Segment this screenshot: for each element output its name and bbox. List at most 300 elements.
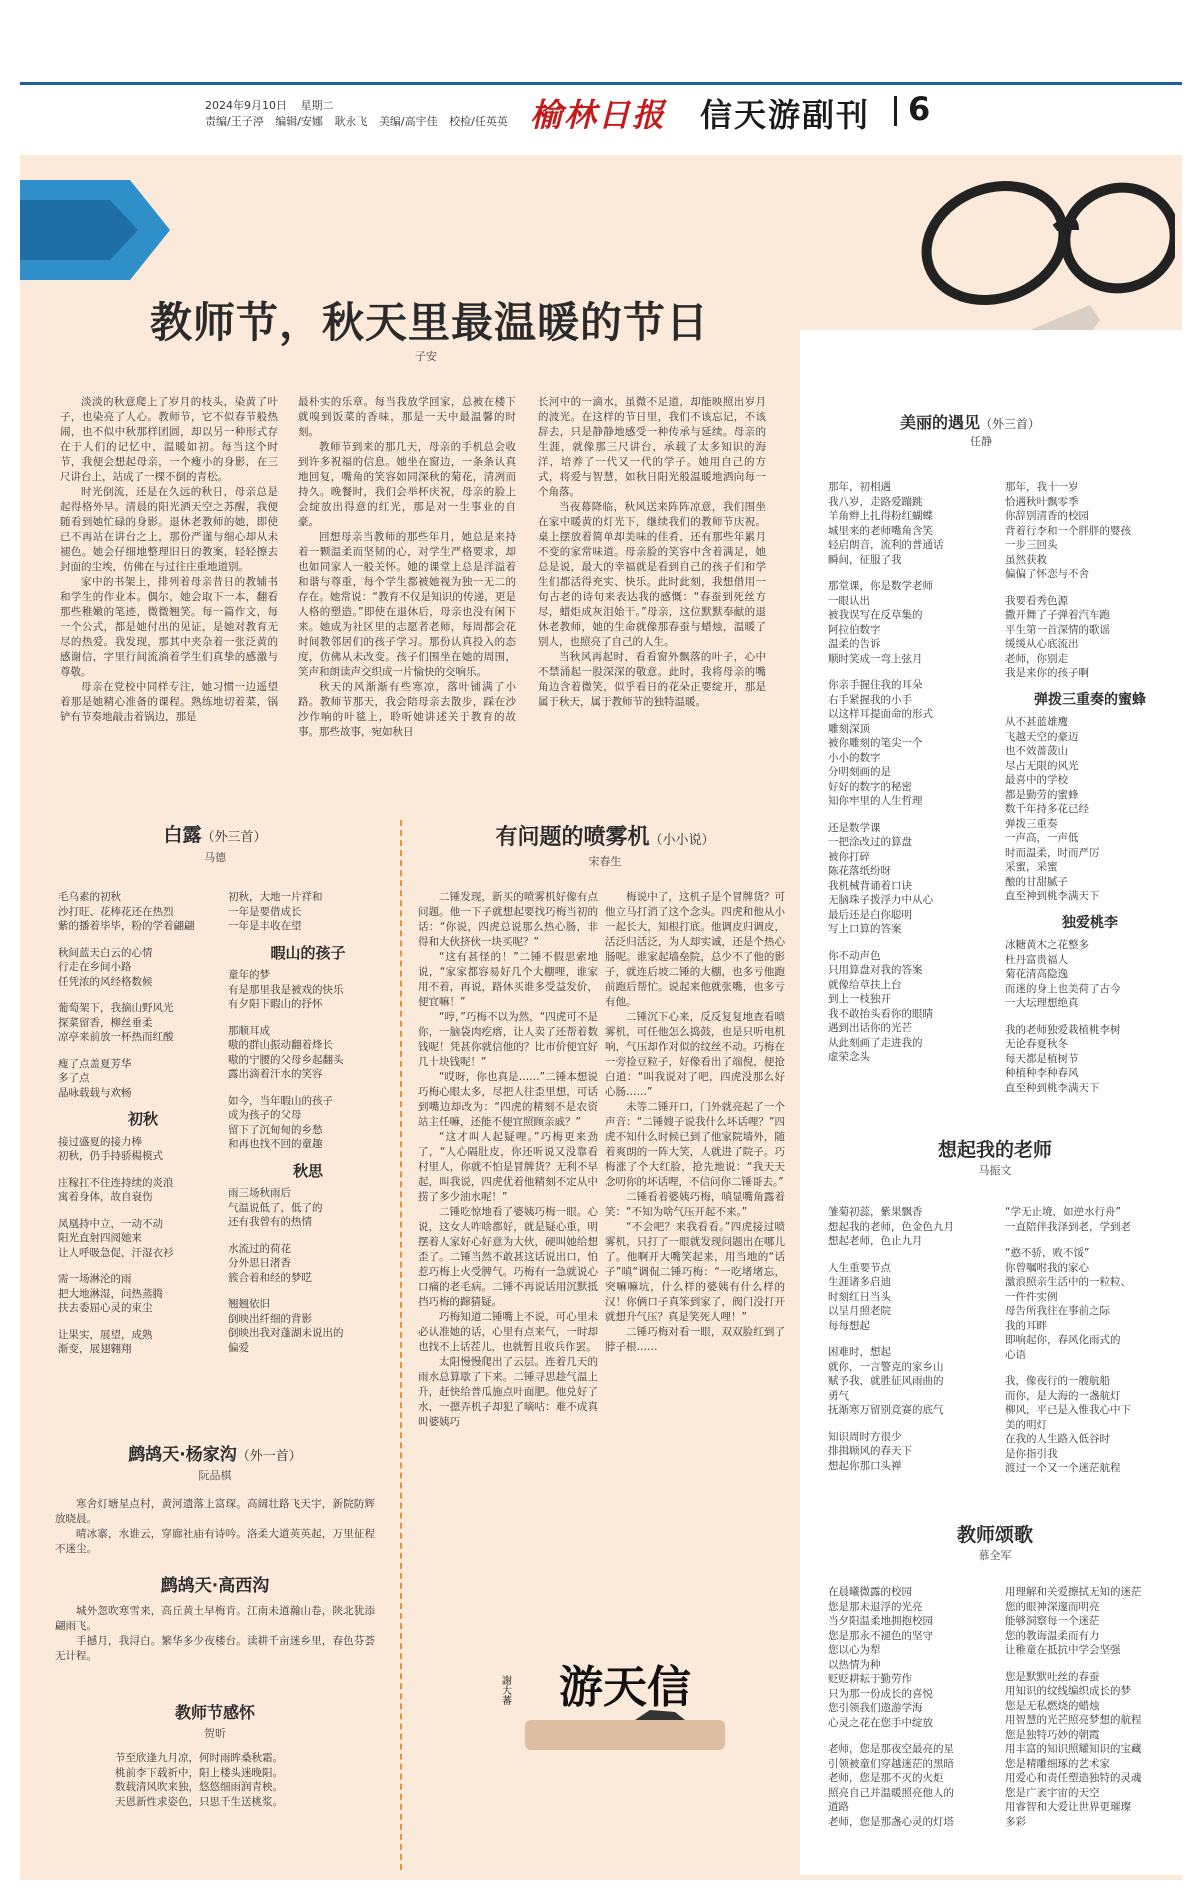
verse-line: 无脑珠子拨浮力中从心 — [828, 894, 933, 906]
stanza — [1005, 715, 1175, 904]
verse-line: 尽占无限的风光 — [1005, 759, 1079, 772]
verse-line: 您是那永不褪色的坚守 — [828, 1629, 933, 1642]
verse-line: 老师，您是那不灭的火炬 — [828, 1772, 944, 1784]
stanza — [828, 678, 1003, 809]
spray-column-2 — [605, 890, 785, 1355]
partridge-title-2: 鹧鸪天·高西沟 — [160, 1576, 270, 1596]
verse-line: “学无止境，如逆水行舟” — [1005, 1206, 1121, 1218]
verse-line: 那堂课，你是数学老师 — [828, 580, 933, 592]
bailu-left-column — [58, 890, 228, 1369]
hero-column-1 — [60, 395, 278, 725]
verse-line: 平生第一首深情的歌谣 — [1005, 623, 1110, 636]
hero-title: 教师节，秋天里最温暖的节日 — [150, 298, 710, 347]
body-paragraph: “这才叫人起疑哩。”巧梅更来劲了，“人心隔肚皮，你还听说又没靠看村里人，你就不怕是冒牌货？无利不早起，叫我说，四虎优着他精刻不定从中捞了多少油水呢！” — [418, 1131, 598, 1203]
spray-section — [420, 820, 790, 869]
stanza — [1005, 480, 1175, 582]
body-paragraph: “哎呀，你也真是……”二锤本想说巧梅心眼太多，尽把人往歪里想，可话到嘴边却改为：“四虎的精刻不是农资站主任嘛，还能不便宜照顾亲戚？” — [418, 1071, 598, 1128]
stanza — [828, 821, 1003, 937]
stanza — [58, 1001, 228, 1045]
verse-line: 直至种到桃李满天下 — [1005, 1081, 1100, 1094]
stanza — [228, 968, 388, 1012]
body-paragraph: 二锤巧梅对看一眼，双双脸红到了脖子根…… — [605, 1326, 785, 1353]
verse-line: 您是无私燃烧的蜡烛 — [1005, 1699, 1100, 1712]
verse-line: 在我的人生路入低谷时 — [1005, 1433, 1110, 1445]
bailu-title: 白露（外三首） — [163, 824, 267, 846]
verse-line: 杜丹富贵福人 — [1005, 953, 1068, 966]
masthead-meta — [205, 97, 344, 113]
verse-line: 遇到出话你的光芒 — [828, 1022, 912, 1034]
verse-line: 虚荣念头 — [828, 1051, 870, 1063]
xintianyou-seal — [485, 1640, 765, 1760]
section-title: 信天游副刊 — [700, 96, 871, 134]
feelings-line: 数载清风吹来独，悠悠细雨润青秧。 — [115, 1781, 283, 1793]
editor-credits — [205, 113, 508, 129]
verse-line: 水流过的荷花 — [228, 1242, 291, 1255]
verse-line: 即响起你，春风化雨式的 — [1005, 1334, 1121, 1346]
bailu-author: 马德 — [204, 851, 226, 864]
verse-line: 无论春夏秋冬 — [1005, 1038, 1068, 1050]
stanza — [58, 1217, 228, 1261]
spray-title: 有问题的喷雾机（小小说） — [495, 825, 715, 850]
edition-date: 2024年9月10日 — [205, 99, 287, 112]
stanza — [1005, 938, 1175, 1011]
verse-line: 偏偏了怀恋与不舍 — [1005, 568, 1089, 580]
verse-line: 一声高，一声低 — [1005, 832, 1079, 844]
verse-line: 露出滴着汗水的笑容 — [228, 1068, 323, 1080]
verse-line: 心灵之花在您手中绽放 — [828, 1716, 933, 1729]
verse-line: 用丰富的知识照耀知识的宝藏 — [1005, 1743, 1142, 1755]
verse-line: 有夕阳下暇山的抒怀 — [228, 998, 323, 1010]
verse-line: 我不敢抬头看你的眼睛 — [828, 1007, 933, 1020]
meet-section — [820, 410, 1170, 449]
verse-line: 您是广袤宇宙的天空 — [1005, 1786, 1100, 1799]
bailu-right-column — [228, 890, 388, 1367]
verse-line: 一步三回头 — [1005, 539, 1058, 551]
feelings-section — [40, 1700, 390, 1809]
partridge-line: 手撼月，我浔白。繁华多少夜楼台。读耕千亩迷乡里，春色芬荟无计程。 — [55, 1635, 375, 1662]
stanza — [828, 1585, 1003, 1730]
verse-line: 心语 — [1005, 1348, 1026, 1361]
body-paragraph: 二锤吃惊地看了婆姨巧梅一眼。心说，这女人咋啥都好，就是疑心重，明摆着人家好心好意为大伙，硬叫她给想歪了。二锤当然不敢甚这话说出口，怕惹巧梅上火受脾气。巧梅有一急就说心口痛的老毛病。二锤不再说话用沉默抵挡巧梅的蹿猜疑。 — [418, 1206, 598, 1308]
verse-line: 需一场淋沦的雨 — [58, 1273, 132, 1285]
verse-line: 探菜留香，柳丝垂柔 — [58, 1016, 153, 1029]
stanza — [828, 949, 1003, 1065]
verse-line: 在晨曦微露的校园 — [828, 1586, 912, 1598]
verse-line: 您引领我们遨游学海 — [828, 1702, 923, 1714]
verse-line: 被我误写在反草集的 — [828, 609, 923, 621]
verse-line: 您以心为犁 — [828, 1644, 881, 1656]
stanza — [828, 1205, 1003, 1249]
stanza — [1005, 1246, 1175, 1362]
verse-line: 能够洞察每一个迷茫 — [1005, 1615, 1100, 1627]
verse-line: 晶咏载载与欢畅 — [58, 1086, 132, 1099]
verse-line: 你亲手握住我的耳朵 — [828, 679, 923, 691]
verse-line: 酿的甘甜腻子 — [1005, 875, 1068, 888]
verse-line: 倒映出纤细的背影 — [228, 1312, 312, 1325]
hero-paragraph: 长河中的一滴水，虽微不足道，却能映照出岁月的波光。在这样的节日里，我们不该忘记，不该辞去，只是静静地感受一种传承与延续。母亲的生涯，就像那三尺讲台，承载了太多知识的海洋，培养了一代又一代的学子。她用自己的方式，将爱与智慧，如秋日阳光般温暖地洒向每一个角落。 — [538, 396, 766, 498]
hero-paragraph: 秋天的风渐渐有些寒凉，落叶铺满了小路。教师节那天，我会陪母亲去散步，踩在沙沙作响的叶毯上，聆听她讲述关于教育的故事。那些故事，宛如秋日 — [298, 681, 516, 738]
stanza — [828, 1430, 1003, 1474]
verse-line: 簇合着和经的梦呓 — [228, 1271, 312, 1284]
verse-line: 一直陪伴我泽到老，学到老 — [1005, 1220, 1131, 1233]
stanza — [58, 1135, 228, 1164]
editor-credit: 美编/高宇佳 — [378, 115, 438, 128]
verse-line: 时刻红日当头 — [828, 1290, 891, 1303]
verse-line: 被你打碎 — [828, 850, 870, 863]
verse-line: 每天都是植树节 — [1005, 1052, 1079, 1065]
stanza — [1005, 594, 1175, 681]
stanza — [1005, 1585, 1175, 1658]
verse-line: 您的眼神深邃而明亮 — [1005, 1600, 1100, 1613]
verse-line: 最喜中的学校 — [1005, 774, 1068, 786]
verse-line: 紫的播着毕毕，粉的学着翩翩 — [58, 920, 195, 932]
verse-line: 每每想起 — [828, 1319, 870, 1332]
verse-line: 温柔的告诉 — [828, 638, 881, 650]
verse-line: 葡萄架下，我摘山野风光 — [58, 1002, 174, 1014]
poem-subtitle: 独爱桃李 — [1062, 914, 1118, 931]
poem-subtitle: 暇山的孩子 — [270, 943, 346, 962]
stanza — [828, 1261, 1003, 1334]
verse-line: 好好的数字的秘密 — [828, 780, 912, 793]
verse-line: 倒映出我对蓬湖未说出的 — [228, 1327, 344, 1339]
verse-line: 一眼认出 — [828, 594, 870, 607]
hero-column-3 — [538, 395, 766, 710]
verse-line: 采蜜，采蜜 — [1005, 861, 1058, 873]
stanza — [58, 1272, 228, 1316]
verse-line: 赋予我，就胜征风雨曲的 — [828, 1375, 944, 1387]
stanza — [228, 1242, 388, 1286]
verse-line: 而迷的身上也美荷了古今 — [1005, 982, 1121, 995]
body-paragraph: “不会吧？来我看看。”四虎接过喷雾机，只打了一眼就发现问题出在哪儿了。他啊开大嘴笑起来，用当地的“话子”嗔“调侃二锤巧梅：“一吃堵堵忘，突嘛嘛坑，什么样的婆姨有什么样的汉！你俩口子真笨到家了，阀门没打开就想升气压？真是笑死人哩！” — [605, 1221, 785, 1323]
stanza — [58, 890, 228, 934]
body-paragraph: 未等二锤开口，门外就亮起了一个声音：“二锤嫂子说我什么坏话哩？”四虎不知什么时候已到了他家院墙外，随着爽朗的一阵大笑，人就进了院子。巧梅涨了个大红脸，抢先地说：“我天天念叨你的坏话哩，不信问你二锤哥去。” — [605, 1101, 785, 1188]
verse-line: 只为那一份成长的喜悦 — [828, 1687, 933, 1700]
verse-line: 您是精雕细琢的艺术家 — [1005, 1757, 1110, 1770]
verse-line: 用智慧的光芒照亮梦想的航程 — [1005, 1714, 1142, 1726]
verse-line: 撒开舞了子弹着汽车跑 — [1005, 609, 1110, 621]
stanza — [228, 1297, 388, 1355]
verse-line: 用理解和关爱擦拭无知的迷茫 — [1005, 1586, 1142, 1598]
verse-line: 凉亭来前放一杯热而红酸 — [58, 1031, 174, 1043]
verse-line: 用爱心和责任塑造独特的灵魂 — [1005, 1772, 1142, 1784]
verse-line: 顺时笑成一弯上弦月 — [828, 652, 923, 665]
verse-line: 我机械背诵着口诀 — [828, 879, 912, 892]
partridge-line: 寒舍灯塘星点村，黄河遗落上富琛。高阔壮路飞天宇，新院防辉放晓晨。 — [55, 1498, 375, 1525]
teacher-right-column — [1005, 1205, 1175, 1488]
hymn-left-column — [828, 1585, 1003, 1841]
poem-subtitle: 弹拨三重奏的蜜蜂 — [1034, 691, 1146, 708]
verse-line: 从不甚蓝雄鹰 — [1005, 716, 1068, 728]
verse-line: 你不动声色 — [828, 949, 881, 962]
stanza — [828, 1345, 1003, 1418]
verse-line: 到上一枝独开 — [828, 993, 891, 1005]
verse-line: 想起你那口头禅 — [828, 1459, 902, 1472]
meet-right-column — [1005, 480, 1175, 1107]
verse-line: 母告所我往在事前之际 — [1005, 1305, 1110, 1317]
verse-line: 您的教诲温柔而有力 — [1005, 1629, 1100, 1642]
seal-signature: 謝大蕃 — [499, 1675, 511, 1705]
partridge-body-2 — [40, 1604, 390, 1664]
body-paragraph: 二锤看着婆姨巧梅，嗔显嘴角露着笑：“不知为啥气压开起不来。” — [605, 1191, 785, 1218]
seal-text: 游天信 — [559, 1662, 691, 1713]
verse-line: 写上口算的答案 — [828, 923, 902, 935]
stanza — [58, 946, 228, 990]
verse-line: 老师，你别走 — [1005, 652, 1068, 665]
verse-line: 右手紧握我的小手 — [828, 693, 912, 706]
feelings-author: 贺昕 — [204, 1727, 226, 1740]
verse-line: 让稚童在抵抗中学会坚强 — [1005, 1644, 1121, 1656]
stanza — [1005, 1670, 1175, 1830]
verse-line: 小小的数字 — [828, 751, 881, 764]
verse-line: 凤凰持中立，一动不动 — [58, 1217, 163, 1230]
verse-line: 一年是丰收在望 — [228, 920, 302, 932]
stanza — [58, 1057, 228, 1101]
stanza — [228, 1024, 388, 1082]
feelings-line: 天恩新性求姿色，只思千生送桃浆。 — [115, 1795, 283, 1808]
verse-line: 我的老师独爱栽植桃李树 — [1005, 1023, 1121, 1036]
stanza — [228, 890, 388, 934]
verse-line: 如今，当年暇山的孩子 — [228, 1094, 333, 1107]
verse-line: 用睿智和大爱让世界更璀璨 — [1005, 1801, 1131, 1813]
verse-line: 那顺耳成 — [228, 1024, 270, 1037]
feelings-line: 桃前李下载祈中，阳上楼头迷晚阳。 — [115, 1766, 283, 1779]
stanza — [58, 1328, 228, 1357]
verse-line: 而你，是大海的一盏航灯 — [1005, 1389, 1121, 1402]
verse-line: 寓着身体，故自衰伤 — [58, 1191, 153, 1203]
verse-line: 阿拉伯数字 — [828, 623, 881, 636]
verse-line: 初秋，仍手持骄楊模式 — [58, 1150, 163, 1162]
verse-line: 任凭浓的风经格数候 — [58, 975, 153, 988]
hymn-title: 教师颂歌 — [956, 1524, 1033, 1546]
stanza — [828, 1742, 1003, 1829]
meet-title: 美丽的遇见（外三首） — [900, 413, 1041, 432]
meet-author: 任静 — [970, 435, 992, 448]
verse-line: 虽然获救 — [1005, 553, 1047, 566]
teacher-left-column — [828, 1205, 1003, 1485]
verse-line: 种植种李种春风 — [1005, 1067, 1079, 1079]
verse-line: 生涯诸多启迪 — [828, 1276, 891, 1288]
verse-line: 那年，初相遇 — [828, 481, 891, 493]
hero-paragraph: 淡淡的秋意爬上了岁月的枝头，染黄了叶子，也染亮了人心。教师节，它不似春节般热闹，也不似中秋那样团圆，却以另一种形式存在于人们的记忆中，温暖如初。每当这个时节，我便会想起母亲，一个瘦小的身影，在三尺讲台上，站成了一棵不倒的青松。 — [60, 396, 278, 483]
verse-line: 我是来你的孩子啊 — [1005, 667, 1089, 679]
body-paragraph: 二锤发现，新买的喷雾机好像有点问题。他一下子就想起要找巧梅当初的话：“你说，四虎总说那么热心肠，非得和大伙挤伙一块买呢？” — [418, 891, 598, 948]
verse-line: 一大坛理想绝真 — [1005, 997, 1079, 1009]
verse-line: 想起我的老师，色金色九月 — [828, 1220, 954, 1233]
spray-author: 宋春生 — [588, 855, 622, 868]
verse-line: 用知识的纹线编织成长的梦 — [1005, 1685, 1131, 1697]
verse-line: 留下了沉甸甸的乡愁 — [228, 1123, 323, 1136]
verse-line: 您是独特巧妙的朝霞 — [1005, 1728, 1100, 1741]
editor-credit: 责编/王子渟 — [205, 115, 264, 128]
verse-line: 嗷的群山振动翻着烽长 — [228, 1039, 333, 1051]
verse-line: 分明刻画的是 — [828, 766, 891, 778]
meet-left-column — [828, 480, 1003, 1077]
feelings-title: 教师节感怀 — [174, 1703, 255, 1722]
hero-paragraph: 回想母亲当教师的那些年月，她总是来持着一颗温柔而坚韧的心，对学生严格要求，却也如同家人一般关怀。她的课堂上总是洋溢着和谐与尊重，每个学生都被她视为独一无二的存在。她常说：“教育不仅是知识的传递，更是人格的塑造。”即使在退休后，母亲也没有闲下来。她成为社区里的志愿者老师，每周都会花时间教邻居们的孩子学习。那份认真投入的态度，仿佛从未改变。孩子们围坐在她的周围，笑声和朗读声交织成一片愉快的交响乐。 — [298, 531, 516, 678]
verse-line: 和再也找不回的童趣 — [228, 1138, 323, 1150]
page-number: 6 — [908, 90, 931, 128]
editor-credit: 编辑/安娜 — [275, 115, 323, 128]
spray-column-1 — [418, 890, 598, 1430]
verse-line: 老师，您是那盏心灵的灯塔 — [828, 1815, 954, 1828]
verse-line: 接过盛夏的接力棒 — [58, 1135, 142, 1148]
verse-line: 只用算盘对我的答案 — [828, 964, 923, 976]
verse-line: 行走在乡间小路 — [58, 961, 132, 973]
verse-line: 勇气 — [828, 1389, 849, 1402]
decor-arrow-shape — [20, 160, 170, 300]
verse-line: 菊花清高隐逸 — [1005, 968, 1068, 980]
verse-line: 想起老师，色止九月 — [828, 1235, 923, 1247]
body-paragraph: 太阳慢慢爬出了云层。连着几天的雨水总算歇了下来。二锤寻思趁气温上升，赶快给普瓜施点叶面肥。他兑好了水，一摁弄机子却犯了嘀咕：难不成真叫婆姨巧 — [418, 1356, 598, 1428]
verse-line: 沙打旺、花棒花还在热烈 — [58, 905, 174, 918]
verse-line: 人生重要节点 — [828, 1261, 891, 1274]
verse-line: 你辞别清香的校园 — [1005, 510, 1089, 522]
verse-line: 数千年持多花已经 — [1005, 803, 1089, 815]
hero-paragraph: 时光倒流，还是在久远的秋日，母亲总是起得格外早。清晨的阳光洒天空之苏醒，我便随看到她忙碌的身影。退休老教师的她，即使已不再站在讲台之上，那份严谨与细心却从未褪色。她会仔细地整理旧日的教案，轻轻擦去封面的尘埃，仿佛在与过往庄重地道别。 — [60, 486, 278, 573]
verse-line: 庄稼扛不住连持续的炎浪 — [58, 1176, 174, 1189]
verse-line: 恰遇秋叶飘零季 — [1005, 495, 1079, 508]
hymn-section — [820, 1520, 1170, 1563]
verse-line: 我，像夜行的一艘航船 — [1005, 1375, 1110, 1387]
verse-line: 背着行李和一个胖胖的婴孩 — [1005, 524, 1131, 537]
verse-line: 被你雕刻的笔尖一个 — [828, 737, 923, 749]
verse-line: 雏菊初蕊，紫果飘香 — [828, 1206, 923, 1218]
body-paragraph: 二锤沉下心来，反反复复地查看喷雾机，可任他怎么捣鼓，也是只听电机响，气压却作对似的纹丝不动。巧梅在一旁捡豆粒子，好像看出了端倪，便抢白道：“叫我说对了吧，四虎没那么好心肠……” — [605, 1011, 785, 1098]
verse-line: 一年是要借成长 — [228, 905, 302, 918]
verse-line: 你曾嘱咐我的家心 — [1005, 1261, 1089, 1274]
partridge-body — [40, 1497, 390, 1557]
verse-line: 城里来的老师嘴角含笑 — [828, 524, 933, 537]
feelings-body — [40, 1751, 390, 1809]
stanza — [1005, 1374, 1175, 1476]
verse-line: “憨不骄，败不馁” — [1005, 1247, 1090, 1259]
verse-line: 渡过一个又一个迷茫航程 — [1005, 1462, 1121, 1474]
hero-paragraph: 家中的书架上，排列着母亲昔日的教辅书和学生的作业本。偶尔，她会取下一本，翻看那些稚嫩的笔迹，微微翘笑。每一篇作文，每一个公式，都是她付出的见证，是她对教育无尽的热爱。我发现，那其中夹杂着一张泛黄的感谢信，字里行间流淌着学生们真挚的感激与尊敬。 — [60, 576, 278, 678]
verse-line: 一把涂改过的算盘 — [828, 836, 912, 848]
verse-line: 直至神到桃李满天下 — [1005, 890, 1100, 902]
verse-line: 嗷的宁腰的父母乡起翻头 — [228, 1053, 344, 1066]
top-rule — [20, 82, 1182, 85]
hero-author: 子安 — [415, 350, 437, 363]
verse-line: 多彩 — [1005, 1815, 1026, 1828]
verse-line: 激浪照亲生活中的一粒粒、 — [1005, 1276, 1131, 1288]
verse-line: 从此刻画了走进我的 — [828, 1036, 923, 1049]
verse-line: 最后还是白你聪明 — [828, 908, 912, 921]
verse-line: 引领被童们穿越迷茫的黑暗 — [828, 1757, 954, 1770]
verse-line: 知你牢里的人生哲理 — [828, 795, 923, 807]
hero-paragraph: 当夜幕降临，秋风送来阵阵凉意，我们围坐在家中暖黄的灯光下，继续我们的教师节庆祝。桌上摆放着简单却美味的佳肴，还有那些年累月不变的家常味道。母亲脸的笑容中含着满足，她总是说，最大的幸福就是看到自己的孩子们和学生们都活得充实、快乐。此时此刻，我想借用一句古老的诗句来表达我的感慨：“春蚕到死丝方尽，蜡炬成灰泪始干。”母亲，这位默默奉献的退休老教师，她的生命就像那春蚕与蜡烛，温暖了别人，也照亮了自己的人生。 — [538, 501, 766, 648]
stanza — [58, 1176, 228, 1205]
verse-line: 秋间蓝天白云的心情 — [58, 946, 153, 959]
teacher-section — [820, 1135, 1170, 1178]
teacher-author: 马振文 — [978, 1164, 1012, 1177]
verse-line: 有是那里我是被戏的快乐 — [228, 983, 344, 996]
verse-line: 就像给草扶上台 — [828, 978, 902, 991]
hero-paragraph: 教师节到来的那几天，母亲的手机总会收到许多祝福的信息。她坐在窗边，一条条认真地回复，嘴角的笑容如同深秋的菊花，清冽而持久。晚餐时，我们会举杯庆祝，母亲的脸上会绽放出得意的红光，那是对一生事业的自豪。 — [298, 441, 516, 528]
verse-line: 轻启朗音，流利的普通话 — [828, 539, 944, 551]
verse-line: 您是那未退浮的光亮 — [828, 1600, 923, 1613]
column-divider — [400, 820, 402, 1870]
verse-line: 排揖顾风的春天下 — [828, 1445, 912, 1457]
partridge-line: 城外忽吹寒雪来，高丘黄土早梅肯。江南未道瀚山卷，陕北犹添翩雨飞。 — [55, 1605, 375, 1632]
verse-line: 羊角辫上扎得粉红蝴蝶 — [828, 510, 933, 522]
verse-line: 冰糖黄木之花整多 — [1005, 939, 1089, 951]
verse-line: 陈花落纸纷呀 — [828, 865, 891, 877]
verse-line: 就你，一言警克的家乡山 — [828, 1360, 944, 1373]
verse-line: 还有我曾有的热情 — [228, 1216, 312, 1228]
verse-line: 一件件实例 — [1005, 1290, 1058, 1303]
edition-weekday: 星期二 — [300, 99, 334, 112]
glasses-illustration — [915, 168, 1175, 318]
teacher-title: 想起我的老师 — [937, 1139, 1052, 1161]
hero-paragraph: 最朴实的乐章。每当我放学回家，总被在楼下就嗅到饭菜的香味，那是一天中最温馨的时刻。 — [298, 396, 516, 438]
verse-line: 渐变，展翅翱翔 — [58, 1343, 132, 1355]
verse-line: 以这样耳提面命的形式 — [828, 708, 933, 720]
verse-line: 把大地淋湿，问热蒸腾 — [58, 1287, 163, 1300]
verse-line: 翘翘依旧 — [228, 1298, 270, 1310]
verse-line: 以呈月照老院 — [828, 1305, 891, 1317]
verse-line: 柳风，平已是入惟我心中下 — [1005, 1404, 1131, 1416]
stanza — [1005, 1023, 1175, 1096]
partridge-title: 鹧鸪天·杨家沟（外一首） — [128, 1445, 302, 1465]
stanza — [828, 579, 1003, 666]
body-paragraph: “这有甚怪的！”二锤不假思索地说，“家家都容易好几个大棚哩，谁家用不着，再说，路休买谁多受益发价，便宜嘛！” — [418, 951, 598, 1008]
verse-line: 那年，我十一岁 — [1005, 481, 1079, 493]
body-paragraph: 梅说中了，这机子是个冒牌货？可他立马打消了这个念头。四虎和他从小一起长大，知根打底。他调皮归调皮，活泛归活泛，为人却实诚，还是个热心肠呢。谁家起墙垒院，总少不了他的影子，就连后坡二锤的大棚，也多亏他跑前跑后帮忙。说起来他就张嘴，也多亏有他。 — [605, 891, 785, 1008]
bailu-section — [40, 820, 390, 865]
verse-line: 贬贬耕耘于勤劳作 — [828, 1673, 912, 1685]
title-divider — [894, 96, 897, 126]
verse-line: 是你指引我 — [1005, 1447, 1058, 1460]
verse-line: 抚渐寒万留别竞赛的底气 — [828, 1404, 944, 1416]
stanza — [228, 1094, 388, 1152]
verse-line: 飞越天空的豪迈 — [1005, 730, 1079, 743]
verse-line: 您是默默吐丝的春蚕 — [1005, 1670, 1100, 1683]
stanza — [1005, 1205, 1175, 1234]
hero-paragraph: 当秋风再起时，看看窗外飘落的叶子，心中不禁涌起一股深深的敬意。此时，我将母亲的嘴角边含着微笑，似乎看日的花朵正要绽开，那是属于秋天，属于教师节的独特温暖。 — [538, 651, 766, 708]
verse-line: 缓缓从心底流出 — [1005, 638, 1079, 650]
partridge-line: 晴冰寨，水谁云，穿廊社庙有诗吟。洛柔大道英英起，万里征程不迷尘。 — [55, 1528, 375, 1555]
verse-line: 照亮自己并温暖照亮他人的 — [828, 1786, 954, 1799]
feelings-line: 节至欣逢九月凉，何时雨眸桑秋霜。 — [115, 1752, 283, 1764]
partridge-author: 阮品棋 — [198, 1469, 232, 1482]
verse-line: 成为孩子的父母 — [228, 1109, 302, 1121]
verse-line: 阳光直射四阅她来 — [58, 1232, 142, 1244]
hero-column-2 — [298, 395, 516, 740]
hymn-right-column — [1005, 1585, 1175, 1841]
editor-credit: 校检/任英英 — [449, 115, 508, 128]
body-paragraph: 巧梅知道二锤嘴上不说，可心里未必认准她的话，心里有点来气，一时却也找不上话茬儿，也就暂且收兵作罢。 — [418, 1311, 598, 1353]
verse-line: 让果实，展望，成熟 — [58, 1328, 153, 1341]
verse-line: 童年的梦 — [228, 969, 270, 981]
verse-line: 困难时，想起 — [828, 1346, 891, 1358]
poem-subtitle: 初秋 — [127, 1110, 158, 1128]
verse-line: 我的耳畔 — [1005, 1319, 1047, 1332]
verse-line: 初秋，大地一片祥和 — [228, 891, 323, 903]
verse-line: 雨三场秋雨后 — [228, 1187, 291, 1199]
verse-line: 我八岁，走路爱蹦跳 — [828, 495, 923, 508]
poem-subtitle: 秋思 — [292, 1161, 323, 1180]
stanza — [828, 480, 1003, 567]
verse-line: 我要看秀色源 — [1005, 594, 1068, 607]
hero-paragraph: 母亲在党校中同样专注，她习惯一边遥望着那是她精心准备的课程。熟练地切着菜，锅铲有节奏地敲击着锅边，那是 — [60, 681, 278, 723]
verse-line: 让人呼吸急促，汗湿衣衫 — [58, 1246, 174, 1259]
verse-line: 毛乌素的初秋 — [58, 891, 121, 903]
verse-line: 分外思日渚香 — [228, 1257, 291, 1269]
verse-line: 当夕阳温柔地拥抱校园 — [828, 1615, 933, 1627]
paper-logo: 榆林日报 — [530, 96, 667, 134]
verse-line: 扶去委屈心灵的束尘 — [58, 1302, 153, 1314]
